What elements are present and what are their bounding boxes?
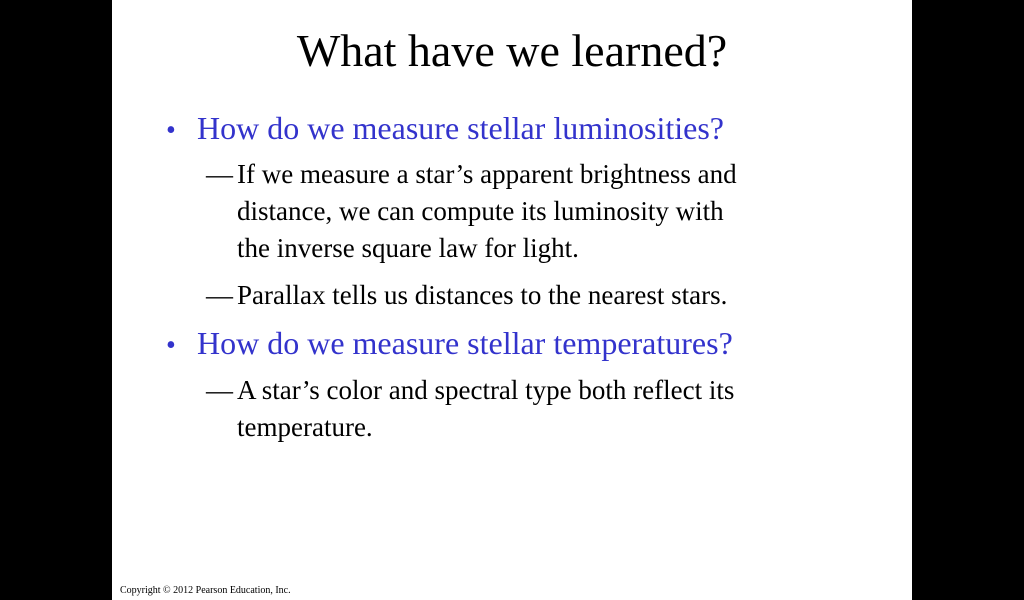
answer-text: distance, we can compute its luminosity with xyxy=(237,196,724,226)
dash-marker: — xyxy=(206,375,233,405)
slide-title: What have we learned? xyxy=(296,25,728,76)
answer-line xyxy=(206,230,846,267)
question-text: How do we measure stellar luminosities? xyxy=(197,110,724,146)
dash-marker: — xyxy=(206,280,233,310)
answer-line xyxy=(206,409,846,446)
answer-text: If we measure a star’s apparent brightness and xyxy=(237,159,737,189)
answer-line xyxy=(206,193,846,230)
dash-marker: — xyxy=(206,159,233,189)
question-bullet-2 xyxy=(166,323,733,366)
answer-text: temperature. xyxy=(237,412,373,442)
answer-line xyxy=(206,372,846,409)
bullet-marker: • xyxy=(166,330,176,361)
question-text: How do we measure stellar temperatures? xyxy=(197,325,733,361)
copyright-notice: Copyright © 2012 Pearson Education, Inc. xyxy=(120,585,291,596)
answer-text: the inverse square law for light. xyxy=(237,233,579,263)
answer-text: A star’s color and spectral type both reflect its xyxy=(237,375,735,405)
answer-item-1-2 xyxy=(206,277,846,314)
answer-text: Parallax tells us distances to the nearest stars. xyxy=(237,280,728,310)
question-bullet-1 xyxy=(166,108,724,151)
slide[interactable] xyxy=(112,0,912,600)
answer-line xyxy=(206,277,846,314)
bullet-marker: • xyxy=(166,115,176,146)
answer-item-2-1 xyxy=(206,372,846,446)
answer-item-1-1 xyxy=(206,156,846,267)
answer-line xyxy=(206,156,846,193)
